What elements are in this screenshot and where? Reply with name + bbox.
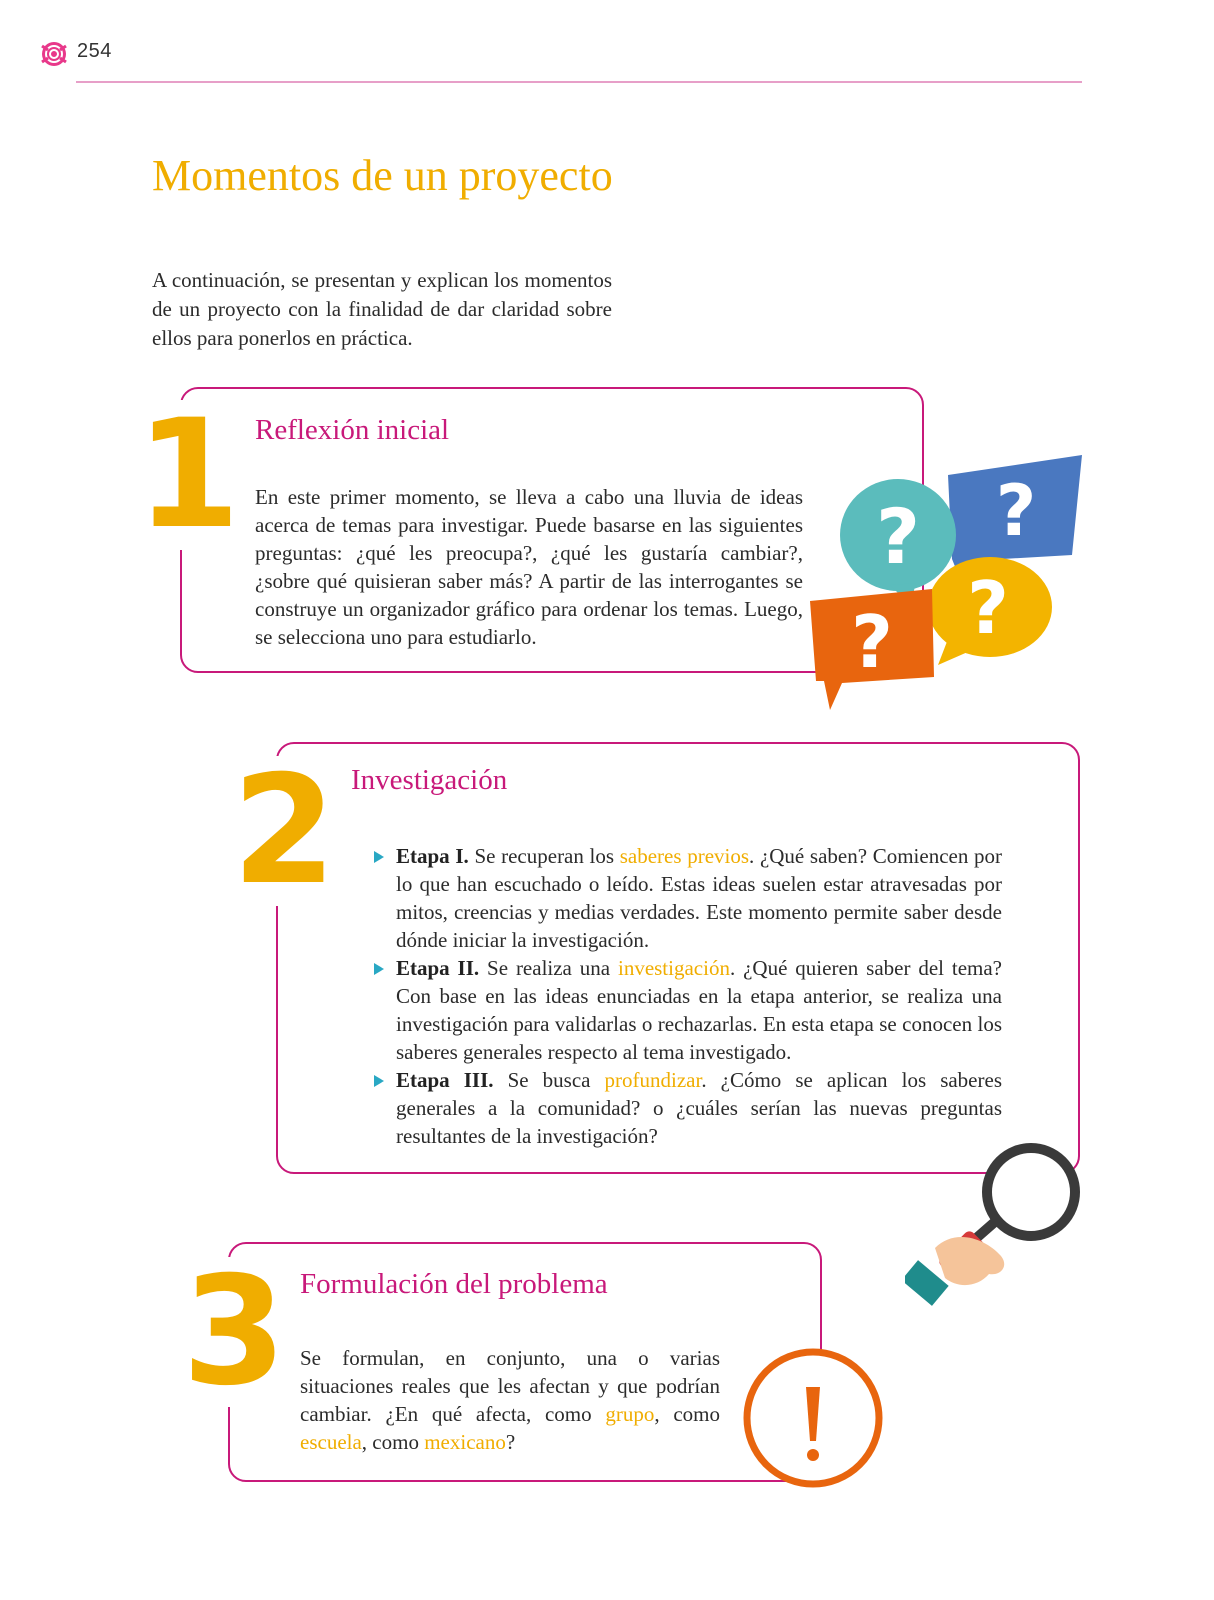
intro-paragraph: A continuación, se presentan y explican los momentos de un proyecto con la finalidad de dar claridad sobre ellos para ponerlos en práctica.	[152, 268, 612, 350]
stage-label: Etapa I.	[396, 844, 469, 868]
section-text-1: En este primer momento, se lleva a cabo una lluvia de ideas acerca de temas para investigar. Puede basarse en las siguientes preguntas: ¿qué les preocupa?, ¿qué les gustaría cambiar?, ¿sobre qué quisieran saber más? A partir de las interrogantes se construye un organizador gráfico para ordenar los temas. Luego, se selecciona uno para estudiarlo.	[255, 485, 803, 649]
text-part: , como	[654, 1402, 721, 1426]
stages-list	[372, 842, 1002, 1150]
stage-highlight: profundizar	[604, 1068, 702, 1092]
highlight-word: escuela	[300, 1430, 362, 1454]
svg-text:?: ?	[875, 492, 921, 581]
text-part: ?	[505, 1430, 516, 1454]
stage-highlight: saberes previos	[619, 844, 750, 868]
svg-text:?: ?	[967, 566, 1009, 650]
bullet-arrow-icon	[374, 851, 384, 863]
header-divider	[76, 81, 1082, 83]
section-heading-3: Formulación del problema	[300, 1268, 608, 1300]
section-number-2: 2	[226, 756, 334, 906]
speech-bubbles-question-icon	[810, 455, 1090, 715]
highlight-word: mexicano	[424, 1430, 506, 1454]
section-text-3	[300, 1344, 720, 1456]
stage-text-pre: Se recuperan los	[468, 844, 620, 868]
text-part: Se formulan, en conjunto, una o varias situaciones reales que les afectan y que podrían cambiar. ¿En qué afecta, como	[300, 1346, 720, 1426]
svg-text:?: ?	[851, 600, 893, 684]
stage-text-pre: Se realiza una	[479, 956, 618, 980]
magnifying-glass-icon	[905, 1138, 1095, 1318]
stage-text-post: . ¿Qué quieren saber del tema? Con base en las ideas enunciadas en la etapa anterior, se realiza una investigación para validarlas o rechazarlas. En esta etapa se conocen los saberes generales respecto al tema investigado.	[396, 956, 1003, 1064]
stage-label: Etapa III.	[396, 1068, 494, 1092]
highlight-word: grupo	[605, 1402, 655, 1426]
stage-label: Etapa II.	[396, 956, 480, 980]
decorative-logo-icon	[40, 40, 68, 68]
stage-text-pre: Se busca	[493, 1068, 605, 1092]
stage-item-1	[372, 842, 1002, 954]
bullet-arrow-icon	[374, 963, 384, 975]
page-number: 254	[77, 40, 112, 62]
exclamation-circle-icon	[740, 1345, 886, 1491]
section-heading-1: Reflexión inicial	[255, 414, 450, 446]
page-title: Momentos de un proyecto	[152, 151, 613, 200]
bullet-arrow-icon	[374, 1075, 384, 1087]
stage-text-post: . ¿Cómo se aplican los saberes generales a la comunidad? o ¿cuáles serían las nuevas preguntas resultantes de la investigación?	[396, 1068, 1002, 1148]
stage-item-2	[372, 954, 1002, 1066]
text-part: , como	[361, 1430, 425, 1454]
section-number-1: 1	[130, 400, 234, 550]
svg-text:?: ?	[995, 470, 1037, 552]
stage-text-post: . ¿Qué saben? Comiencen por lo que han escuchado o leído. Estas ideas suelen estar atravesadas por mitos, creencias y medias verdades. Este momento permite saber desde dónde iniciar la investigación.	[396, 844, 1003, 952]
stage-highlight: investigación	[617, 956, 730, 980]
section-number-3: 3	[176, 1257, 282, 1407]
section-heading-2: Investigación	[351, 764, 508, 796]
